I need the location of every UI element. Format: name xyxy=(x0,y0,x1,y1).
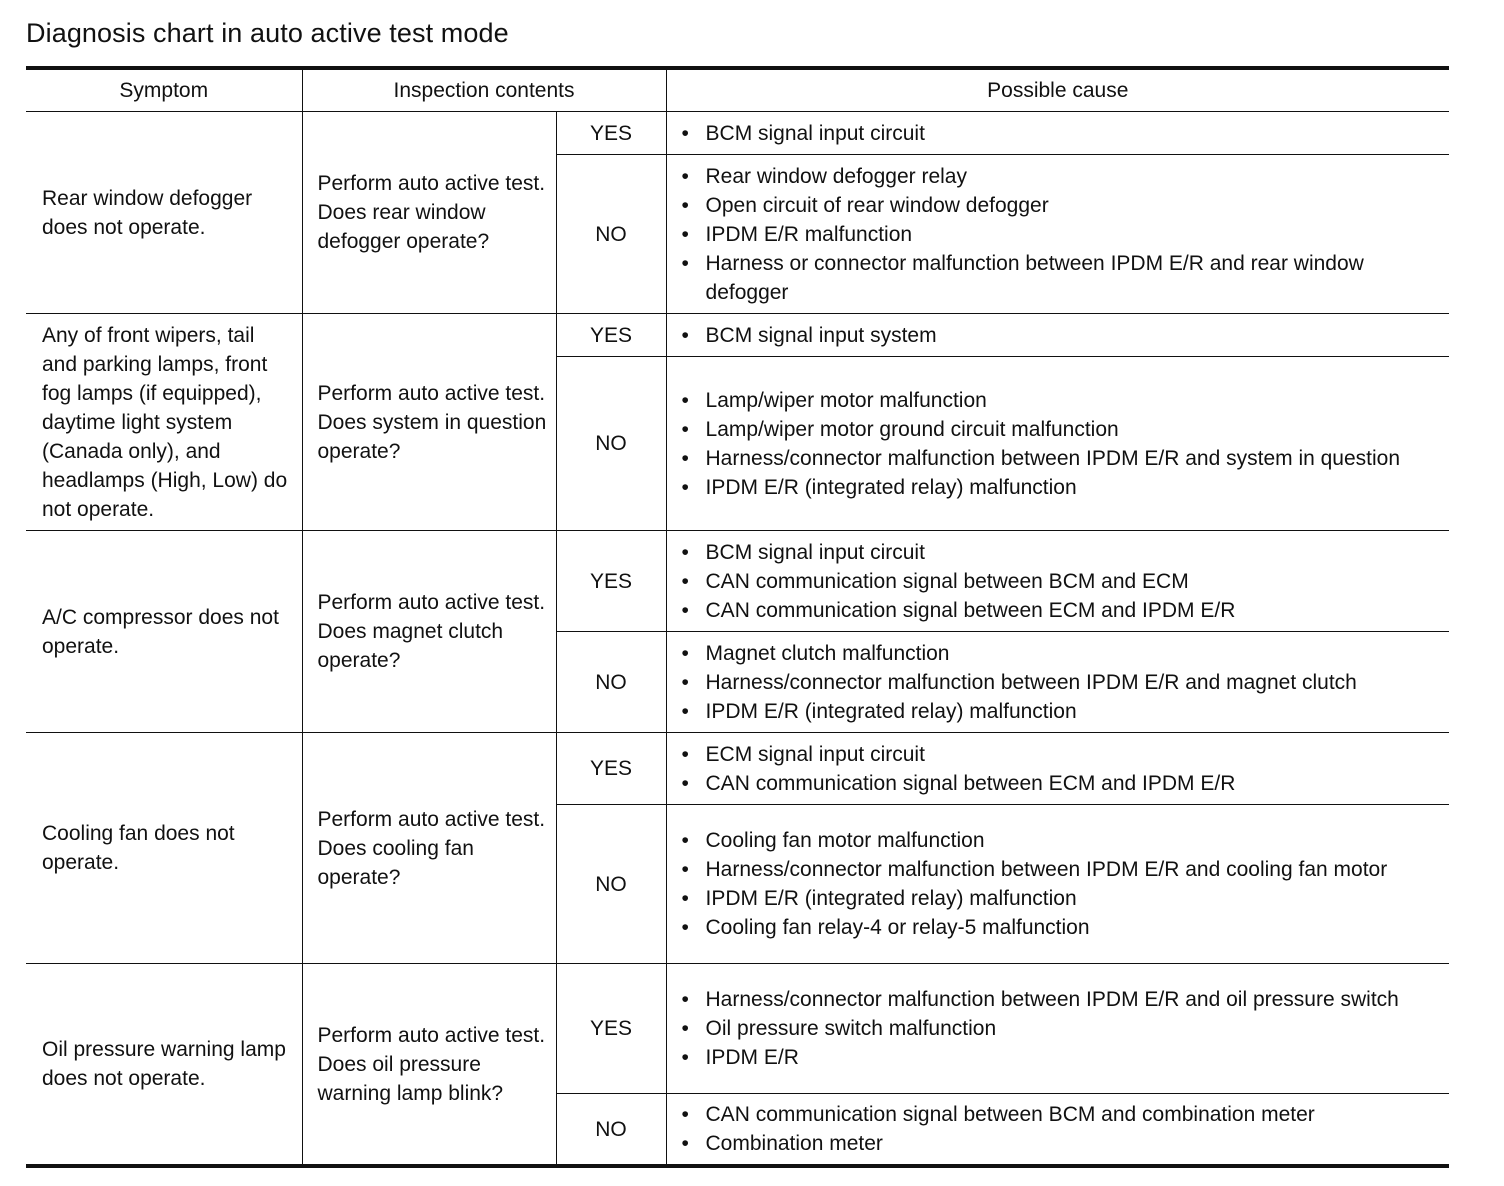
cause-list xyxy=(681,386,1440,502)
header-row xyxy=(26,68,1449,112)
cause-list xyxy=(681,162,1440,307)
list-item: • CAN communication signal between BCM and ECM xyxy=(681,567,1440,596)
cause-list xyxy=(681,1100,1440,1158)
inspection-cell: Perform auto active test. Does rear window defogger operate? xyxy=(302,112,556,314)
list-item: • Rear window defogger relay xyxy=(681,162,1440,191)
list-item: • Harness/connector malfunction between IPDM E/R and magnet clutch xyxy=(681,668,1440,697)
symptom-cell: A/C compressor does not operate. xyxy=(26,531,302,733)
list-item: • Harness/connector malfunction between IPDM E/R and system in question xyxy=(681,444,1440,473)
inspection-cell: Perform auto active test. Does oil pressure warning lamp blink? xyxy=(302,964,556,1167)
list-item: • IPDM E/R malfunction xyxy=(681,220,1440,249)
list-item: • Combination meter xyxy=(681,1129,1440,1158)
result-cell: YES xyxy=(556,531,666,632)
result-cell: NO xyxy=(556,357,666,531)
cause-cell xyxy=(666,314,1449,357)
list-item: • BCM signal input system xyxy=(681,321,1440,350)
list-item: • Cooling fan motor malfunction xyxy=(681,826,1440,855)
result-cell: YES xyxy=(556,112,666,155)
list-item: • Oil pressure switch malfunction xyxy=(681,1014,1440,1043)
cause-list xyxy=(681,321,1440,350)
cause-list xyxy=(681,538,1440,625)
cause-list xyxy=(681,119,1440,148)
page-title: Diagnosis chart in auto active test mode xyxy=(26,18,509,48)
table-row xyxy=(26,964,1449,1094)
list-item: • BCM signal input circuit xyxy=(681,119,1440,148)
list-item: • Cooling fan relay-4 or relay-5 malfunction xyxy=(681,913,1440,942)
header-inspection: Inspection contents xyxy=(302,68,666,112)
result-cell: YES xyxy=(556,964,666,1094)
result-cell: NO xyxy=(556,805,666,964)
list-item: • Open circuit of rear window defogger xyxy=(681,191,1440,220)
cause-cell xyxy=(666,805,1449,964)
list-item: • Lamp/wiper motor ground circuit malfunction xyxy=(681,415,1440,444)
cause-cell xyxy=(666,112,1449,155)
cause-list xyxy=(681,740,1440,798)
symptom-cell: Cooling fan does not operate. xyxy=(26,733,302,964)
cause-cell xyxy=(666,733,1449,805)
list-item: • Harness/connector malfunction between IPDM E/R and oil pressure switch xyxy=(681,985,1440,1014)
list-item: • Magnet clutch malfunction xyxy=(681,639,1440,668)
inspection-cell: Perform auto active test. Does system in question operate? xyxy=(302,314,556,531)
table-row xyxy=(26,733,1449,805)
result-cell: YES xyxy=(556,314,666,357)
header-cause: Possible cause xyxy=(666,68,1449,112)
result-cell: NO xyxy=(556,1094,666,1167)
inspection-cell: Perform auto active test. Does magnet clutch operate? xyxy=(302,531,556,733)
list-item: • ECM signal input circuit xyxy=(681,740,1440,769)
result-cell: NO xyxy=(556,155,666,314)
cause-cell xyxy=(666,357,1449,531)
result-cell: YES xyxy=(556,733,666,805)
cause-list xyxy=(681,985,1440,1072)
list-item: • BCM signal input circuit xyxy=(681,538,1440,567)
table-row xyxy=(26,531,1449,632)
cause-cell xyxy=(666,1094,1449,1167)
symptom-cell: Rear window defogger does not operate. xyxy=(26,112,302,314)
list-item: • CAN communication signal between ECM and IPDM E/R xyxy=(681,596,1440,625)
list-item: • Harness or connector malfunction between IPDM E/R and rear window defogger xyxy=(681,249,1440,307)
list-item: • IPDM E/R (integrated relay) malfunction xyxy=(681,697,1440,726)
inspection-cell: Perform auto active test. Does cooling fan operate? xyxy=(302,733,556,964)
cause-cell xyxy=(666,632,1449,733)
list-item: • Lamp/wiper motor malfunction xyxy=(681,386,1440,415)
cause-cell xyxy=(666,964,1449,1094)
cause-cell xyxy=(666,155,1449,314)
table-row xyxy=(26,112,1449,155)
symptom-cell: Oil pressure warning lamp does not operate. xyxy=(26,964,302,1167)
header-symptom: Symptom xyxy=(26,68,302,112)
cause-list xyxy=(681,639,1440,726)
list-item: • CAN communication signal between ECM and IPDM E/R xyxy=(681,769,1440,798)
list-item: • IPDM E/R (integrated relay) malfunction xyxy=(681,473,1440,502)
list-item: • IPDM E/R xyxy=(681,1043,1440,1072)
list-item: • Harness/connector malfunction between IPDM E/R and cooling fan motor xyxy=(681,855,1440,884)
list-item: • IPDM E/R (integrated relay) malfunction xyxy=(681,884,1440,913)
result-cell: NO xyxy=(556,632,666,733)
table-row xyxy=(26,314,1449,357)
cause-cell xyxy=(666,531,1449,632)
symptom-cell: Any of front wipers, tail and parking lamps, front fog lamps (if equipped), daytime light system (Canada only), and headlamps (High, Low) do not operate. xyxy=(26,314,302,531)
list-item: • CAN communication signal between BCM and combination meter xyxy=(681,1100,1440,1129)
cause-list xyxy=(681,826,1440,942)
diagnosis-table xyxy=(26,66,1449,1168)
